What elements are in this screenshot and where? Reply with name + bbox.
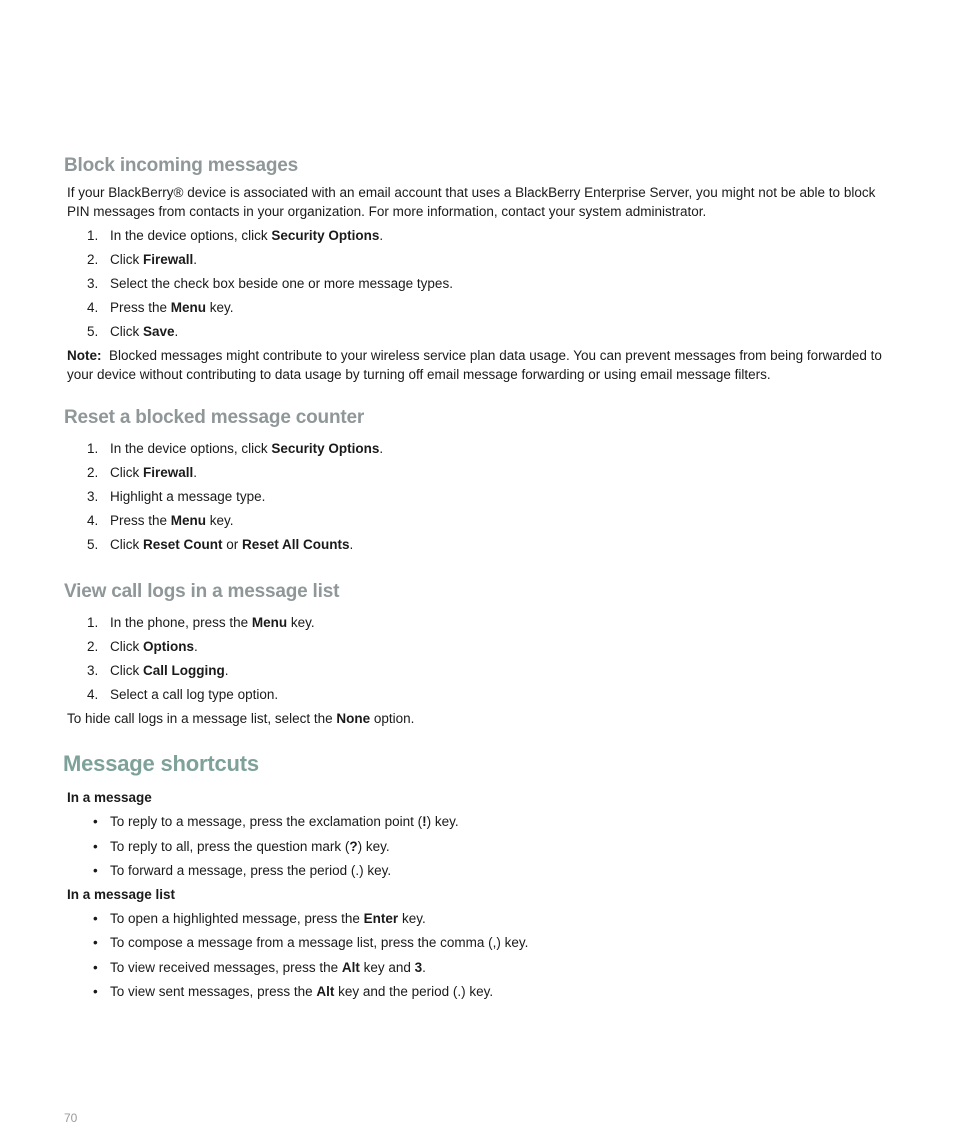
item-bold: Alt <box>316 983 335 999</box>
item-text: or <box>222 537 243 552</box>
item-bold: Enter <box>363 911 399 926</box>
item-text: In the device options, click <box>110 441 272 456</box>
item-text: ) key. <box>357 838 390 854</box>
block-note-line-1 <box>67 346 882 365</box>
item-text: Click <box>110 324 143 339</box>
item-text: key and the period (.) key. <box>334 983 494 999</box>
item-text: key. <box>398 911 426 926</box>
item-text: . <box>193 465 198 480</box>
step-text <box>110 661 229 680</box>
step-text <box>110 613 315 632</box>
item-text: To reply to a message, press the exclamation point ( <box>110 814 423 829</box>
item-bold: Security Options <box>271 441 380 456</box>
section-heading-shortcuts: Message shortcuts <box>63 751 259 776</box>
in-message-label: In a message <box>67 790 152 805</box>
item-text: To forward a message, press the period (.) key. <box>110 863 392 878</box>
step-text <box>110 685 278 704</box>
calllogs-footer-pre: To hide call logs in a message list, select the <box>67 711 337 726</box>
item-text: . <box>174 324 179 339</box>
item-bold: Menu <box>251 615 288 630</box>
item-text: Select the check box beside one or more message types. <box>110 276 453 291</box>
item-text: key. <box>287 615 315 630</box>
page-number: 70 <box>64 1111 78 1125</box>
step-number: 1. <box>87 615 99 630</box>
item-text: Click <box>110 639 143 654</box>
section-heading-block: Block incoming messages <box>64 155 299 176</box>
item-text: . <box>379 441 384 456</box>
bullet-icon: • <box>93 814 98 829</box>
item-text: Click <box>110 252 143 267</box>
step-text <box>110 535 353 554</box>
item-bold: Menu <box>170 513 207 528</box>
step-text <box>110 439 383 458</box>
item-text: ) key. <box>426 814 459 829</box>
bullet-text <box>110 837 390 856</box>
section-heading-reset: Reset a blocked message counter <box>64 407 365 428</box>
item-text: . <box>224 663 229 678</box>
item-bold: Save <box>143 324 175 339</box>
item-text: key. <box>206 300 234 315</box>
item-bold: ! <box>422 814 427 829</box>
step-text <box>110 274 453 293</box>
item-text: Press the <box>110 513 171 528</box>
step-number: 1. <box>87 441 99 456</box>
step-number: 5. <box>87 324 99 339</box>
item-bold: ? <box>349 838 358 854</box>
calllogs-footer-post: option. <box>370 711 415 726</box>
item-bold: Reset All Counts <box>242 537 350 552</box>
item-text: To view sent messages, press the <box>110 983 317 999</box>
step-number: 4. <box>87 687 99 702</box>
item-text: To reply to all, press the question mark ( <box>110 838 350 854</box>
item-text: . <box>379 228 384 243</box>
item-text: To compose a message from a message list, press the comma (,) key. <box>110 935 529 951</box>
step-number: 1. <box>87 228 99 243</box>
item-bold: Menu <box>170 300 207 315</box>
item-text: Highlight a message type. <box>110 489 266 504</box>
in-message-list-label: In a message list <box>67 887 176 902</box>
bullet-icon: • <box>93 863 98 878</box>
item-text: . <box>194 639 198 654</box>
bullet-text <box>110 861 391 880</box>
item-bold: Options <box>143 639 194 654</box>
step-text <box>110 322 178 341</box>
bullet-text <box>110 933 528 952</box>
item-text: Select a call log type option. <box>110 687 279 702</box>
item-text: . <box>193 252 198 267</box>
item-text: key. <box>206 513 234 528</box>
bullet-text <box>110 958 426 977</box>
item-bold: Call Logging <box>143 663 225 678</box>
note-label: Note: <box>67 348 102 363</box>
step-text <box>110 637 198 656</box>
bullet-icon: • <box>93 911 98 926</box>
note-text-1: Blocked messages might contribute to your wireless service plan data usage. You can prevent messages from being forwarded to <box>109 348 882 363</box>
bullet-icon: • <box>93 959 98 975</box>
step-number: 5. <box>87 537 99 552</box>
item-text: Click <box>110 465 143 480</box>
item-bold: 3 <box>414 959 423 975</box>
step-number: 4. <box>87 300 99 315</box>
item-bold: Firewall <box>143 465 194 480</box>
calllogs-footer-bold: None <box>336 711 371 726</box>
bullet-text <box>110 909 426 928</box>
step-number: 2. <box>87 252 99 267</box>
item-bold: Alt <box>341 959 360 975</box>
step-text <box>110 298 234 317</box>
bullet-text <box>110 812 459 831</box>
step-text <box>110 463 197 482</box>
item-text: To open a highlighted message, press the <box>110 911 364 926</box>
item-text: . <box>349 537 354 552</box>
step-text <box>110 487 265 506</box>
calllogs-footer <box>67 709 414 728</box>
step-number: 4. <box>87 513 99 528</box>
bullet-icon: • <box>93 838 98 854</box>
item-text: Press the <box>110 300 171 315</box>
step-text <box>110 226 383 245</box>
step-number: 2. <box>87 465 99 480</box>
item-bold: Reset Count <box>143 537 223 552</box>
item-bold: Security Options <box>271 228 380 243</box>
item-text: key and <box>359 959 415 975</box>
item-text: In the device options, click <box>110 228 272 243</box>
item-bold: Firewall <box>143 252 194 267</box>
bullet-icon: • <box>93 983 98 999</box>
step-number: 3. <box>87 489 99 504</box>
section-heading-calllogs: View call logs in a message list <box>64 581 340 602</box>
item-text: Click <box>110 537 143 552</box>
step-number: 3. <box>87 276 99 291</box>
step-number: 3. <box>87 663 99 678</box>
block-intro-line-1: If your BlackBerry® device is associated with an email account that uses a BlackBerry Enterprise Server, you might not be able to block <box>67 185 876 200</box>
bullet-icon: • <box>93 935 98 951</box>
step-number: 2. <box>87 639 99 654</box>
item-text: . <box>422 959 426 975</box>
item-text: Click <box>110 663 143 678</box>
bullet-text <box>110 982 493 1001</box>
step-text <box>110 250 197 269</box>
item-text: In the phone, press the <box>110 615 252 630</box>
block-note-line-2: your device without contributing to data usage by turning off email message forwarding or using email message filters. <box>67 367 771 382</box>
item-text: To view received messages, press the <box>110 959 342 975</box>
step-text <box>110 511 234 530</box>
block-intro-line-2: PIN messages from contacts in your organization. For more information, contact your system administrator. <box>67 204 707 219</box>
